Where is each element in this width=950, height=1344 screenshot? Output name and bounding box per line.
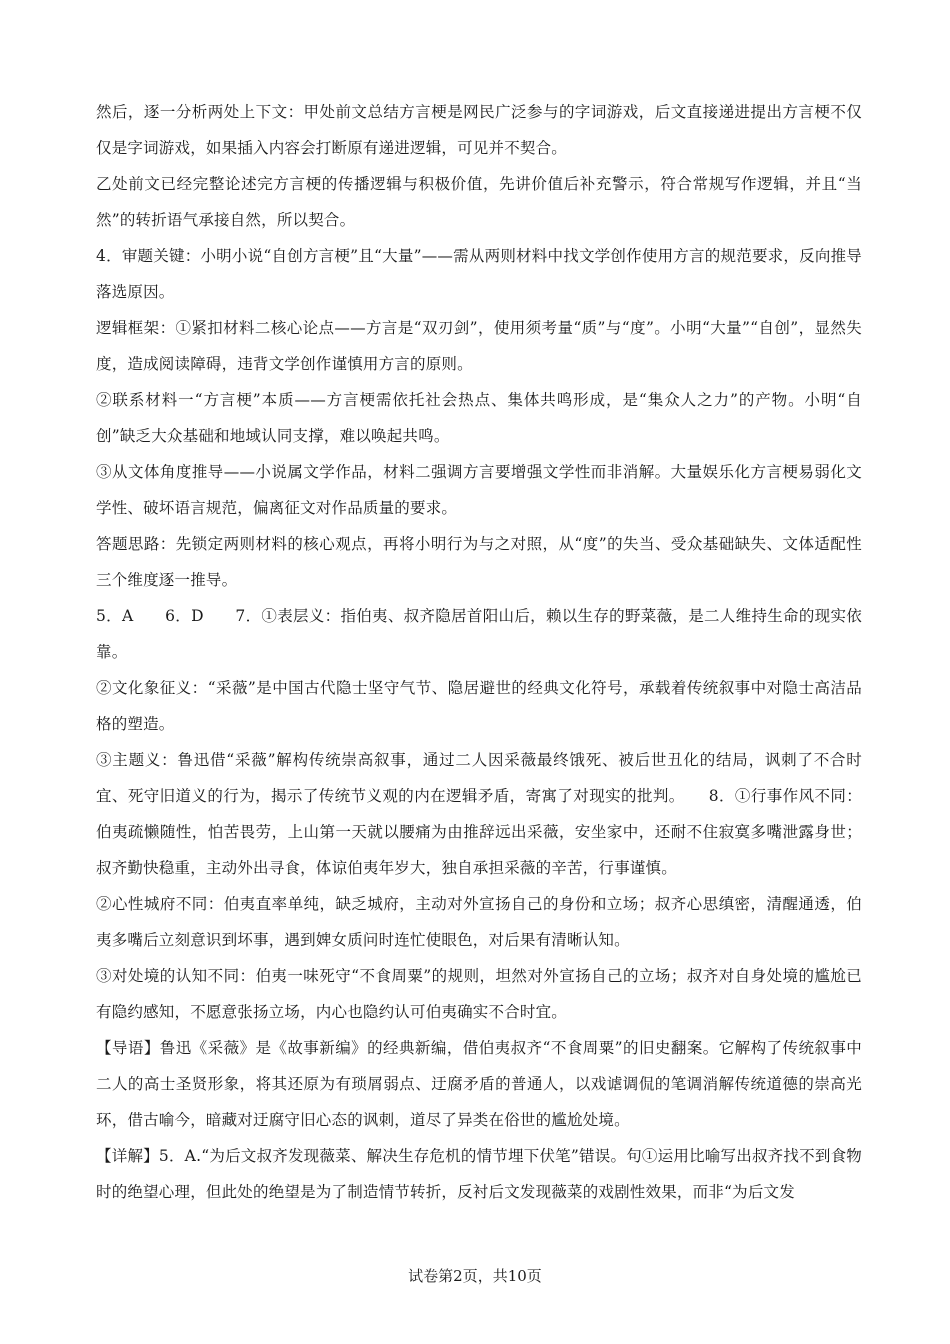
paragraph: ③对处境的认知不同：伯夷一味死守“不食周粟”的规则，坦然对外宣扬自己的立场；叔齐对自身处境的尴尬已有隐约感知，不愿意张扬立场，内心也隐约认可伯夷确实不合时宜。 (96, 967, 862, 1021)
paragraph: 答题思路：先锁定两则材料的核心观点，再将小明行为与之对照，从“度”的失当、受众基础缺失、文体适配性三个维度逐一推导。 (96, 535, 862, 589)
paragraph: ②文化象征义：“采薇”是中国古代隐士坚守气节、隐居避世的经典文化符号，承载着传统叙事中对隐士高洁品格的塑造。 (96, 679, 862, 733)
paragraph: ③从文体角度推导——小说属文学作品，材料二强调方言要增强文学性而非消解。大量娱乐化方言梗易弱化文学性、破坏语言规范，偏离征文对作品质量的要求。 (96, 463, 862, 517)
paragraph: ②联系材料一“方言梗”本质——方言梗需依托社会热点、集体共鸣形成，是“集众人之力”的产物。小明“自创”缺乏大众基础和地域认同支撑，难以唤起共鸣。 (96, 391, 862, 445)
paragraph: 然后，逐一分析两处上下文：甲处前文总结方言梗是网民广泛参与的字词游戏，后文直接递进提出方言梗不仅仅是字词游戏，如果插入内容会打断原有递进逻辑，可见并不契合。 (96, 103, 862, 157)
page-footer: 试卷第2页，共10页 (408, 1267, 542, 1285)
paragraph: 逻辑框架：①紧扣材料二核心论点——方言是“双刃剑”，使用须考量“质”与“度”。小明“大量”“自创”，显然失度，造成阅读障碍，违背文学创作谨慎用方言的原则。 (96, 319, 862, 373)
paragraph: 【导语】鲁迅《采薇》是《故事新编》的经典新编，借伯夷叔齐“不食周粟”的旧史翻案。它解构了传统叙事中二人的高士圣贤形象，将其还原为有琐屑弱点、迂腐矛盾的普通人，以戏谑调侃的笔调消解传统道德的崇高光环，借古喻今，暗藏对迂腐守旧心态的讽刺，道尽了异类在俗世的尴尬处境。 (96, 1039, 862, 1129)
paragraph: ③主题义：鲁迅借“采薇”解构传统崇高叙事，通过二人因采薇最终饿死、被后世丑化的结局，讽刺了不合时宜、死守旧道义的行为，揭示了传统节义观的内在逻辑矛盾，寄寓了对现实的批判。 8．①行事作风不同：伯夷疏懒随性，怕苦畏劳，上山第一天就以腰痛为由推辞远出采薇，安坐家中，还耐不住寂寞多嘴泄露身世；叔齐勤快稳重，主动外出寻食，体谅伯夷年岁大，独自承担采薇的辛苦，行事谨慎。 (96, 751, 862, 877)
paragraph: 4．审题关键：小明小说“自创方言梗”且“大量”——需从两则材料中找文学创作使用方言的规范要求，反向推导落选原因。 (96, 247, 862, 301)
paragraph: 5．A 6．D 7．①表层义：指伯夷、叔齐隐居首阳山后，赖以生存的野菜薇，是二人维持生命的现实依靠。 (96, 607, 862, 661)
paragraph: 【详解】5．A.“为后文叔齐发现薇菜、解决生存危机的情节埋下伏笔”错误。句①运用比喻写出叔齐找不到食物时的绝望心理，但此处的绝望是为了制造情节转折，反衬后文发现薇菜的戏剧性效果，而非“为后文发 (96, 1147, 862, 1201)
document-body (96, 94, 862, 1210)
paragraph: 乙处前文已经完整论述完方言梗的传播逻辑与积极价值，先讲价值后补充警示，符合常规写作逻辑，并且“当然”的转折语气承接自然，所以契合。 (96, 175, 862, 229)
paragraph: ②心性城府不同：伯夷直率单纯，缺乏城府，主动对外宣扬自己的身份和立场；叔齐心思缜密，清醒通透，伯夷多嘴后立刻意识到坏事，遇到婢女质问时连忙使眼色，对后果有清晰认知。 (96, 895, 862, 949)
